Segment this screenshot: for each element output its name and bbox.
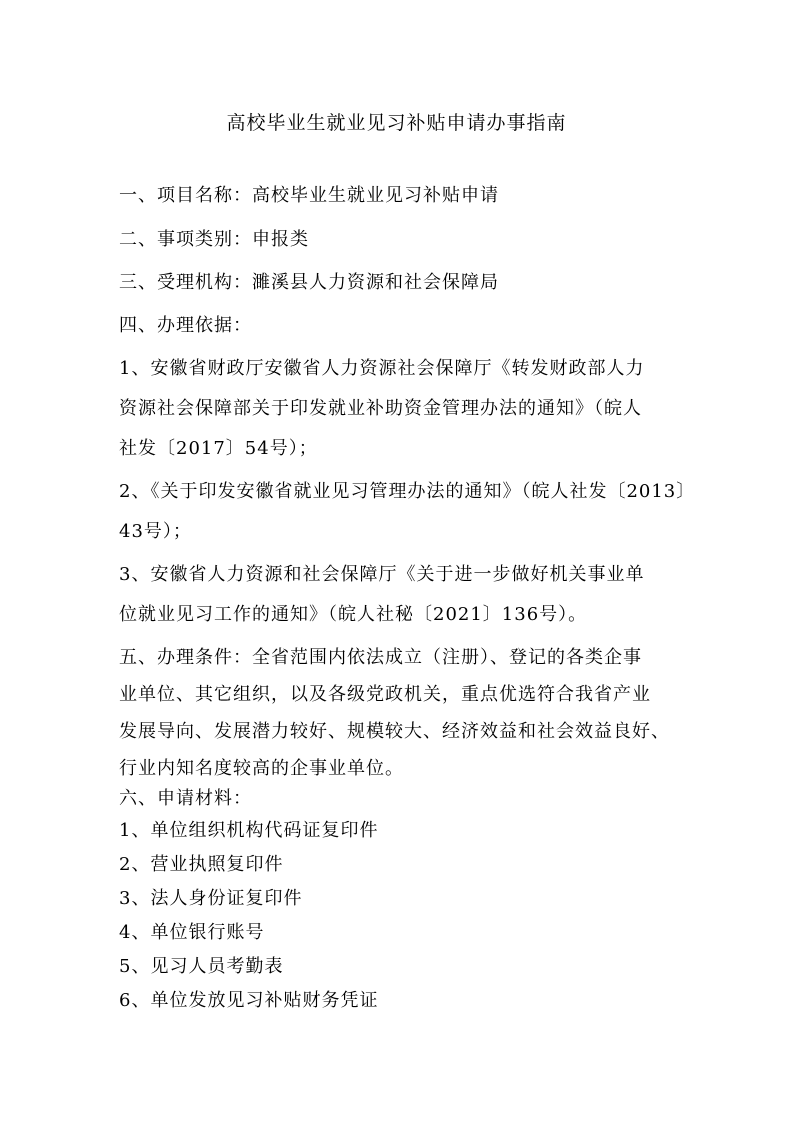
material-item-3: 3、法人身份证复印件 [119,888,303,909]
conditions-line-1: 五、办理条件：全省范围内依法成立（注册）、登记的各类企事 [119,647,642,668]
material-item-5: 5、见习人员考勤表 [119,956,284,977]
material-item-4: 4、单位银行账号 [119,922,265,943]
material-item-6: 6、单位发放见习补贴财务凭证 [119,990,379,1011]
item-agency: 三、受理机构：濉溪县人力资源和社会保障局 [119,272,499,293]
basis-3-line-1: 3、安徽省人力资源和社会保障厅《关于进一步做好机关事业单 [119,564,645,585]
basis-1-line-3: 社发〔2017〕54号）； [119,438,318,459]
conditions-line-4: 行业内知名度较高的企事业单位。 [119,758,404,779]
document-title: 高校毕业生就业见习补贴申请办事指南 [226,112,567,134]
basis-2-line-2: 43号）； [119,521,192,542]
material-item-1: 1、单位组织机构代码证复印件 [119,820,379,841]
materials-heading: 六、申请材料： [119,788,252,809]
item-project-name: 一、项目名称：高校毕业生就业见习补贴申请 [119,185,499,206]
item-basis-heading: 四、办理依据： [119,315,252,336]
basis-3-line-2: 位就业见习工作的通知》（皖人社秘〔2021〕136号）。 [119,604,588,625]
conditions-line-2: 业单位、其它组织，以及各级党政机关，重点优选符合我省产业 [119,684,651,705]
basis-1-line-1: 1、安徽省财政厅安徽省人力资源社会保障厅《转发财政部人力 [119,358,645,379]
basis-1-line-2: 资源社会保障部关于印发就业补助资金管理办法的通知》（皖人 [119,398,642,419]
conditions-line-3: 发展导向、发展潜力较好、规模较大、经济效益和社会效益良好、 [119,721,670,742]
item-category: 二、事项类别：申报类 [119,229,309,250]
basis-2-line-1: 2、《关于印发安徽省就业见习管理办法的通知》（皖人社发〔2013〕 [119,481,696,502]
material-item-2: 2、营业执照复印件 [119,854,284,875]
